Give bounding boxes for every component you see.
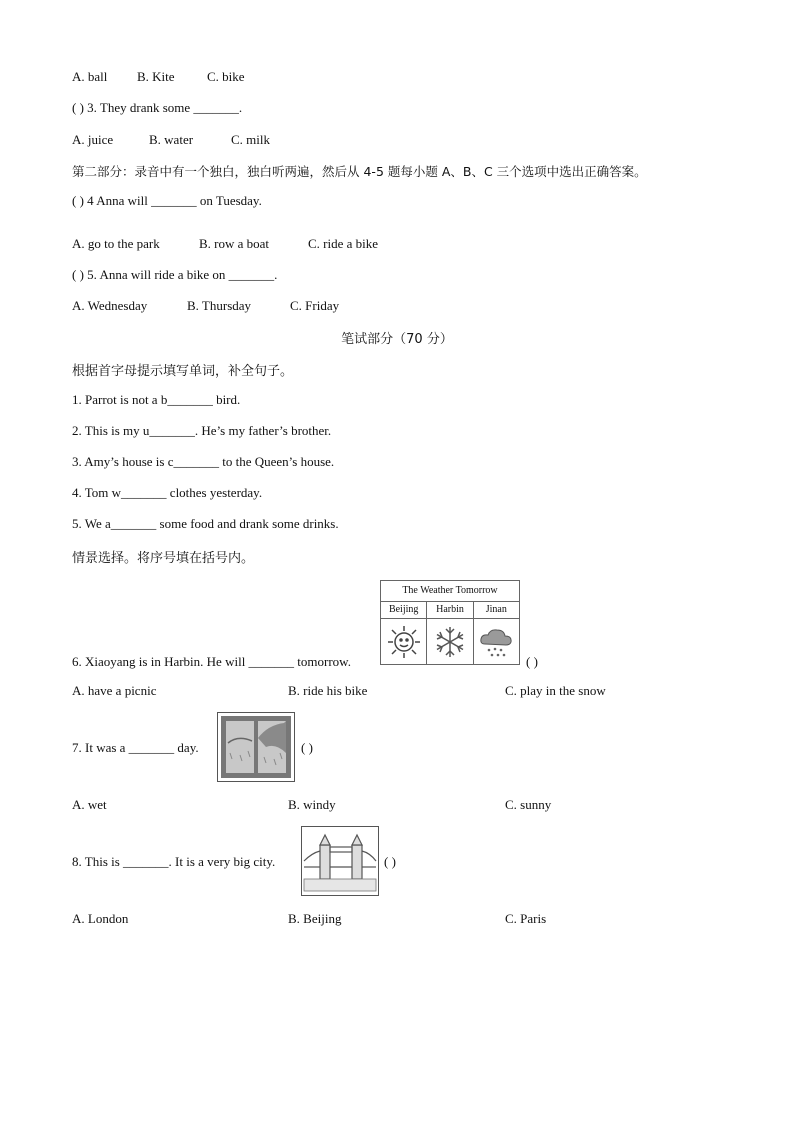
question-8: 8. This is _______. It is a very big city. <box>72 854 276 869</box>
q3-option-c: C. milk <box>231 132 271 147</box>
fill-item-4: 4. Tom w_______ clothes yesterday. <box>72 485 263 500</box>
weather-city-harbin: Harbin <box>427 602 473 619</box>
q3-option-a: A. juice <box>72 132 114 147</box>
fill-item-1: 1. Parrot is not a b_______ bird. <box>72 392 241 407</box>
written-section-title: 笔试部分（70 分） <box>341 332 453 347</box>
q6-option-b: B. ride his bike <box>288 683 368 698</box>
fill-item-5: 5. We a_______ some food and drank some drinks. <box>72 516 339 531</box>
rainy-window-picture <box>217 712 295 782</box>
sun-icon <box>381 619 427 664</box>
fill-item-3: 3. Amy’s house is c_______ to the Queen’s house. <box>72 454 335 469</box>
q2-option-b: B. Kite <box>137 69 175 84</box>
q6-option-c: C. play in the snow <box>505 683 606 698</box>
question-7: 7. It was a _______ day. <box>72 740 199 755</box>
q7-option-c: C. sunny <box>505 797 552 812</box>
q8-option-a: A. London <box>72 911 129 926</box>
snowflake-icon <box>427 619 473 664</box>
q8-answer-paren[interactable]: ( ) <box>384 854 396 869</box>
question-4: ( ) 4 Anna will _______ on Tuesday. <box>72 193 262 208</box>
q5-option-b: B. Thursday <box>187 298 252 313</box>
question-3: ( ) 3. They drank some _______. <box>72 100 243 115</box>
tower-bridge-picture <box>301 826 379 896</box>
part2-instruction: 第二部分：录音中有一个独白，独白听两遍，然后从 4-5 题每小题 A、B、C 三个选项中选出正确答案。 <box>72 164 647 179</box>
q8-option-b: B. Beijing <box>288 911 342 926</box>
q4-option-a: A. go to the park <box>72 236 160 251</box>
question-5: ( ) 5. Anna will ride a bike on _______. <box>72 267 278 282</box>
q5-option-a: A. Wednesday <box>72 298 148 313</box>
q7-answer-paren[interactable]: ( ) <box>301 740 313 755</box>
q6-option-a: A. have a picnic <box>72 683 157 698</box>
weather-city-jinan: Jinan <box>474 602 519 619</box>
q6-answer-paren[interactable]: ( ) <box>526 654 538 669</box>
q4-option-c: C. ride a bike <box>308 236 379 251</box>
q7-option-a: A. wet <box>72 797 107 812</box>
q8-option-c: C. Paris <box>505 911 547 926</box>
fill-item-2: 2. This is my u_______. He’s my father’s brother. <box>72 423 332 438</box>
q4-option-b: B. row a boat <box>199 236 270 251</box>
weather-table <box>380 580 520 665</box>
weather-table-title: The Weather Tomorrow <box>381 581 519 602</box>
q7-option-b: B. windy <box>288 797 336 812</box>
q2-option-a: A. ball <box>72 69 108 84</box>
q3-option-b: B. water <box>149 132 194 147</box>
fill-instruction: 根据首字母提示填写单词，补全句子。 <box>72 364 294 379</box>
question-6: 6. Xiaoyang is in Harbin. He will _______ tomorrow. <box>72 654 351 669</box>
q5-option-c: C. Friday <box>290 298 340 313</box>
q2-option-c: C. bike <box>207 69 245 84</box>
rain-cloud-icon <box>474 619 519 664</box>
weather-city-beijing: Beijing <box>381 602 427 619</box>
situation-instruction: 情景选择。将序号填在括号内。 <box>72 551 255 566</box>
